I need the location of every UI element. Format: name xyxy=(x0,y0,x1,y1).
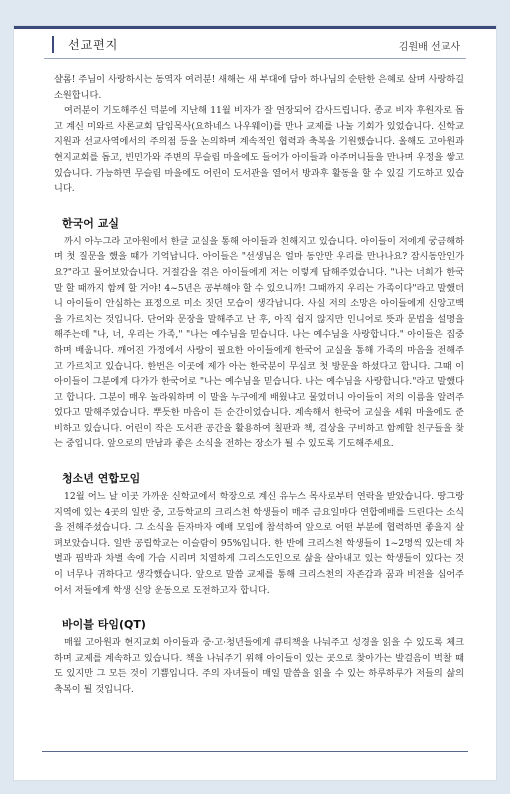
letter-author: 김원배 선교사 xyxy=(398,42,460,53)
section-paragraph-bible-time: 매월 고아원과 현지교회 아이들과 중·고·청년들에게 큐티책을 나눠주고 성경을 읽을 수 있도록 체크하며 교제를 계속하고 있습니다. 책을 나눠주기 위해 아이들이 있는 곳으로 찾아가는 발걸음이 벅찰 때도 있지만 그 모든 것이 기쁨입니다. 주의 자녀들이 매일 말씀을 읽을 수 있는 하루하루가 저들의 삶의 축복이 될 것입니다. xyxy=(54,637,464,695)
section-paragraph-korean-class: 까시 아누그라 고아원에서 한글 교실을 통해 아이들과 친해지고 있습니다. 아이들이 저에게 궁금해하며 첫 질문을 했을 때가 기억납니다. 아이들은 "선생님은 얼마 동안만 우리를 만나나요? 잠시동안인가요?"라고 물어보았습니다. 거절감을 겪은 아이들에게 저는 이렇게 답해주었습니다. "나는 너희가 한국말 할 때까지 함께 할 거야! 4~5년은 공부해야 할 수 있으니까! 그때까지 우리는 가족이다"라고 말했더니 아이들이 안심하는 표정으로 미소 짓던 모습이 생각납니다. 사실 저의 소망은 아이들에게 신앙고백을 가르치는 것입니다. 단어와 문장을 말해주고 난 후, 아직 쉽지 않지만 인니어로 뜻과 문법을 설명을 해주는데 "나, 너, 우리는 가족," "나는 예수님을 믿습니다. 나는 예수님을 사랑합니다." 아이들은 집중하며 배웁니다. 깨어진 가정에서 사랑이 필요한 아이들에게 한국어 교실을 통해 가족의 마음을 전해주고 가르치고 있습니다. 한번은 이곳에 제가 아는 한국분이 무심코 첫 방문을 하셨다고 합니다. 그때 이 아이들이 그분에게 다가가 한국어로 "나는 예수님을 믿습니다. 나는 예수님을 사랑합니다."라고 말했다고 합니다. 그분이 매우 놀라워하며 이 말을 누구에게 배웠냐고 물었더니 아이들이 저의 이름을 알려주었다고 말해주었습니다. 뿌듯한 마음이 든 순간이었습니다. 계속해서 한국어 교실을 세워 마을에도 준비하고 있습니다. 어린이 작은 도서관 공간을 활용하여 칠판과 책, 걸상을 구비하고 함께할 친구들을 찾는 중입니다. 앞으로의 만남과 좋은 소식을 전하는 장소가 될 수 있도록 기도해주세요. xyxy=(54,235,464,450)
letter-page xyxy=(14,26,496,780)
intro-paragraph: 여러분이 기도해주신 덕분에 지난해 11월 비자가 잘 연장되어 감사드립니다. 종교 비자 후원자로 돕고 계신 미와르 사론교회 담임목사(요하네스 나우웨이)를 만나 교제를 나눌 기회가 있었습니다. 신학교 지원과 선교사역에서의 주의점 등을 논의하며 계속적인 협력과 축복을 기원했습니다. 올해도 고아원과 현지교회를 돕고, 빈민가와 주변의 무슬림 마을에도 들어가 아이들과 아주머니들을 만나며 우정을 쌓고 있습니다. 가능하면 무슬림 마을에도 어린이 도서관을 열어서 방과후 활동을 할 수 있길 기도하고 있습니다. xyxy=(54,105,464,195)
section-heading-youth-meeting: 청소년 연합모임 xyxy=(62,472,141,486)
section-heading-bible-time: 바이블 타임(QT) xyxy=(62,618,146,632)
section-heading-korean-class: 한국어 교실 xyxy=(62,216,119,230)
letter-title: 선교편지 xyxy=(52,36,118,53)
header-divider xyxy=(44,58,466,59)
section-paragraph-youth-meeting: 12월 어느 날 이곳 가까운 신학교에서 학장으로 계신 유누스 목사로부터 연락을 받았습니다. 땅그랑 지역에 있는 4곳의 일반 중, 고등학교의 크리스천 학생들이 매주 금요일마다 연합예배를 드린다는 소식을 전해주셨습니다. 그 소식을 듣자마자 예배 모임에 참석하여 앞으로 어떤 부분에 협력하면 좋을지 살펴보았습니다. 일반 공립학교는 이슬람이 95%입니다. 한 반에 크리스천 학생들이 1~2명씩 있는데 차별과 핍박과 차별 속에 가슴 시리며 치열하게 그리스도인으로 삶을 살아내고 있는 학생들이 있다는 것이 너무나 귀하다고 생각했습니다. 앞으로 말씀 교제를 통해 크리스천의 자존감과 꿈과 비전을 심어주어서 저들에게 학생 신앙 운동으로 도전하고자 합니다. xyxy=(54,491,464,596)
bottom-border xyxy=(42,751,468,752)
greeting-paragraph: 샬롬! 주님이 사랑하시는 동역자 여러분! 새해는 새 부대에 담아 하나님의 순탄한 은혜로 살며 사랑하길 소원합니다. xyxy=(54,74,464,101)
top-border xyxy=(14,26,496,29)
letter-body xyxy=(54,72,464,698)
